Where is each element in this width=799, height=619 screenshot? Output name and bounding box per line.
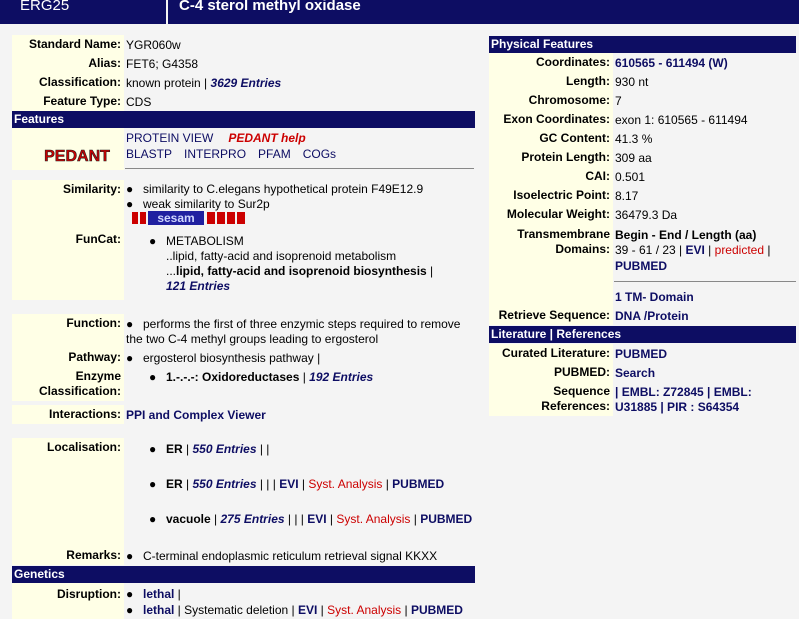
classification-text: known protein: [126, 76, 201, 90]
coordinates-label: Coordinates:: [489, 53, 613, 72]
syst-analysis-link[interactable]: Syst. Analysis: [308, 477, 383, 491]
separator: |: [298, 477, 309, 491]
cai-value: 0.501: [615, 170, 646, 184]
predicted-link[interactable]: predicted: [714, 243, 765, 257]
classification-label: Classification:: [12, 73, 124, 92]
funcat-label-cell: [12, 230, 124, 300]
bullet: ●: [126, 603, 134, 617]
tm-domain-link[interactable]: 1 TM- Domain: [615, 290, 694, 304]
transmembrane-pubmed-link[interactable]: PUBMED: [615, 259, 668, 273]
funcat-label: FunCat:: [75, 232, 121, 246]
disruption-phenotype[interactable]: lethal: [143, 587, 175, 601]
classification-entries-link[interactable]: 3629 Entries: [210, 76, 282, 90]
similarity-item: [126, 197, 270, 211]
separator: |: [326, 512, 337, 526]
function-text: performs the first of three enzymic steps required to remove: [143, 317, 461, 331]
bullet: ●: [126, 351, 134, 365]
enzyme-text: 1.-.-.-: Oxidoreductases: [166, 370, 300, 384]
bullet: ●: [149, 512, 157, 526]
separator: |: [182, 477, 193, 491]
funcat-entries-text[interactable]: 121 Entries: [166, 279, 231, 293]
enzyme-label-1: Enzyme: [75, 369, 121, 383]
sequence-references-label-1: Sequence: [553, 384, 610, 398]
localisation-label: Localisation:: [46, 440, 121, 454]
similarity-text: weak similarity to Sur2p: [143, 197, 270, 211]
localisation-row: [149, 442, 269, 456]
funcat-prefix: ...: [166, 264, 177, 278]
separator: |: [704, 243, 715, 257]
localisation-entries-link[interactable]: 275 Entries: [220, 512, 285, 526]
protein-length-value: 309 aa: [615, 151, 652, 165]
disruption-phenotype[interactable]: lethal: [143, 603, 175, 617]
funcat-bold-text: lipid, fatty-acid and isoprenoid biosynthesis: [176, 264, 427, 278]
cai-label: CAI:: [489, 167, 613, 186]
syst-analysis-link[interactable]: Syst. Analysis: [336, 512, 411, 526]
interpro-link[interactable]: INTERPRO: [184, 147, 247, 161]
pedant-links-row1: [126, 131, 306, 145]
evi-link[interactable]: EVI: [279, 477, 299, 491]
pedant-help-link[interactable]: PEDANT help: [228, 131, 306, 145]
length-label: Length:: [489, 72, 613, 91]
pedant-logo-text: PEDANT: [44, 148, 110, 165]
pathway-value: [126, 351, 320, 365]
literature-header: Literature | References: [489, 326, 796, 343]
curated-literature-label: Curated Literature:: [489, 344, 613, 363]
classification-value: [126, 76, 281, 90]
localisation-row: [149, 477, 444, 491]
remarks-label: Remarks:: [12, 546, 124, 565]
bullet: ●: [126, 197, 134, 211]
funcat-text: METABOLISM: [166, 234, 244, 248]
separator: | | |: [284, 512, 308, 526]
length-value: 930 nt: [615, 75, 649, 89]
funcat-entries-link[interactable]: [166, 279, 230, 293]
transmembrane-values: [615, 243, 770, 257]
bullet: ●: [126, 182, 134, 196]
separator: | |: [256, 442, 270, 456]
pubmed-search-link[interactable]: Search: [615, 366, 656, 380]
localisation-entries-link[interactable]: 550 Entries: [192, 477, 257, 491]
localisation-text: ER: [166, 477, 183, 491]
remarks-text: C-terminal endoplasmic reticulum retrieval signal KKXX: [143, 549, 438, 563]
molecular-weight-value: 36479.3 Da: [615, 208, 678, 222]
separator: |: [210, 512, 221, 526]
transmembrane-range: 39 - 61 / 23 |: [615, 243, 686, 257]
remarks-value: [126, 549, 437, 563]
syst-analysis-link[interactable]: Syst. Analysis: [327, 603, 402, 617]
physical-features-header: Physical Features: [489, 36, 796, 53]
separator: |: [174, 603, 185, 617]
chromosome-value: 7: [615, 94, 622, 108]
evi-link[interactable]: EVI: [298, 603, 318, 617]
transmembrane-label-1: Transmembrane: [517, 227, 610, 241]
bullet: ●: [126, 549, 134, 563]
separator: |: [299, 370, 310, 384]
sesam-text: sesam: [157, 211, 195, 225]
retrieve-sequence-link[interactable]: DNA /Protein: [615, 309, 689, 323]
pubmed-label: PUBMED:: [489, 363, 613, 382]
chromosome-label: Chromosome:: [489, 91, 613, 110]
evi-link[interactable]: EVI: [685, 243, 705, 257]
sequence-references-line1[interactable]: | EMBL: Z72845 | EMBL:: [615, 385, 752, 399]
separator: |: [401, 603, 411, 617]
enzyme-label-2: Classification:: [38, 384, 121, 398]
disruption-label: Disruption:: [57, 587, 121, 601]
separator: |: [410, 512, 421, 526]
pubmed-link[interactable]: PUBMED: [392, 477, 445, 491]
separator: |: [317, 603, 328, 617]
similarity-label: Similarity:: [62, 182, 121, 196]
bullet: ●: [149, 234, 157, 248]
cogs-link[interactable]: COGs: [302, 147, 337, 161]
isoelectric-point-label: Isoelectric Point:: [489, 186, 613, 205]
localisation-text: ER: [166, 442, 183, 456]
funcat-line2: ..lipid, fatty-acid and isoprenoid metabolism: [166, 249, 397, 263]
transmembrane-divider: [614, 281, 796, 282]
pathway-label: Pathway:: [12, 348, 124, 367]
funcat-line1: [149, 234, 244, 248]
alias-value: FET6; G4358: [126, 57, 199, 71]
interactions-link[interactable]: [126, 408, 266, 422]
separator: |: [200, 76, 211, 90]
localisation-label-cell: [12, 438, 124, 546]
title-divider: [166, 0, 168, 24]
pedant-divider: [125, 168, 474, 169]
function-line2: the two C-4 methyl groups leading to ergosterol: [126, 332, 379, 346]
pathway-text: ergosterol biosynthesis pathway |: [143, 351, 321, 365]
bullet: ●: [126, 587, 134, 601]
localisation-row: [149, 512, 472, 526]
transmembrane-label-cell: [489, 224, 613, 306]
bullet: ●: [149, 477, 157, 491]
separator: |: [182, 442, 193, 456]
features-header: Features: [12, 111, 475, 128]
genetics-header: Genetics: [12, 566, 475, 583]
bullet: ●: [149, 370, 157, 384]
bullet: ●: [126, 317, 134, 331]
pubmed-link[interactable]: PUBMED: [420, 512, 473, 526]
function-label: Function:: [66, 316, 121, 330]
enzyme-entries-link[interactable]: 192 Entries: [309, 370, 374, 384]
sesam-link[interactable]: [132, 211, 250, 225]
curated-literature-link[interactable]: PUBMED: [615, 347, 668, 361]
feature-type-value: CDS: [126, 95, 152, 109]
pfam-link[interactable]: PFAM: [258, 147, 291, 161]
transmembrane-column-header: Begin - End / Length (aa): [615, 228, 757, 242]
separator: | | |: [256, 477, 280, 491]
retrieve-sequence-label: Retrieve Sequence:: [489, 306, 613, 325]
feature-type-label: Feature Type:: [12, 92, 124, 111]
enzyme-label-cell: [12, 367, 124, 401]
sequence-references-label-2: References:: [541, 399, 610, 413]
funcat-line3: [166, 264, 433, 278]
evi-link[interactable]: EVI: [307, 512, 327, 526]
function-line1: [126, 317, 460, 331]
separator: |: [426, 264, 434, 278]
protein-length-label: Protein Length:: [489, 148, 613, 167]
disruption-row: [126, 587, 181, 601]
exon-coordinates-label: Exon Coordinates:: [489, 110, 613, 129]
protein-view-link[interactable]: PROTEIN VIEW: [126, 131, 214, 145]
similarity-text: similarity to C.elegans hypothetical protein F49E12.9: [143, 182, 424, 196]
protein-name: C-4 sterol methyl oxidase: [179, 0, 361, 14]
alias-label: Alias:: [12, 54, 124, 73]
interactions-label: Interactions:: [12, 405, 124, 424]
separator: |: [382, 477, 393, 491]
localisation-text: vacuole: [166, 512, 211, 526]
separator: |: [288, 603, 298, 617]
bullet: ●: [149, 442, 157, 456]
molecular-weight-label: Molecular Weight:: [489, 205, 613, 224]
separator: |: [174, 587, 181, 601]
coordinates-value[interactable]: 610565 - 611494 (W): [615, 56, 728, 70]
standard-name-value: YGR060w: [126, 38, 181, 52]
disruption-label-cell: [12, 583, 124, 619]
isoelectric-point-value: 8.17: [615, 189, 639, 203]
sequence-references-line2[interactable]: U31885 | PIR : S64354: [615, 400, 740, 414]
similarity-label-cell: [12, 180, 124, 230]
sequence-references-label-cell: [489, 382, 613, 416]
blastp-link[interactable]: BLASTP: [126, 147, 173, 161]
enzyme-value: [149, 370, 373, 384]
pedant-logo[interactable]: [33, 144, 121, 166]
gene-name: ERG25: [20, 0, 70, 14]
disruption-row: [126, 603, 463, 617]
pubmed-link[interactable]: PUBMED: [410, 603, 463, 617]
interactions-text[interactable]: PPI and Complex Viewer: [126, 408, 266, 422]
gc-content-label: GC Content:: [489, 129, 613, 148]
gc-content-value: 41.3 %: [615, 132, 653, 146]
transmembrane-label-2: Domains:: [555, 242, 610, 256]
title-bar: [0, 0, 799, 24]
standard-name-label: Standard Name:: [12, 35, 124, 54]
function-label-cell: [12, 314, 124, 348]
localisation-entries-link[interactable]: 550 Entries: [192, 442, 257, 456]
similarity-item: [126, 182, 423, 196]
pedant-tools-row: [126, 147, 336, 161]
exon-coordinates-value: exon 1: 610565 - 611494: [615, 113, 748, 127]
separator: |: [764, 243, 771, 257]
disruption-method: Systematic deletion: [184, 603, 289, 617]
